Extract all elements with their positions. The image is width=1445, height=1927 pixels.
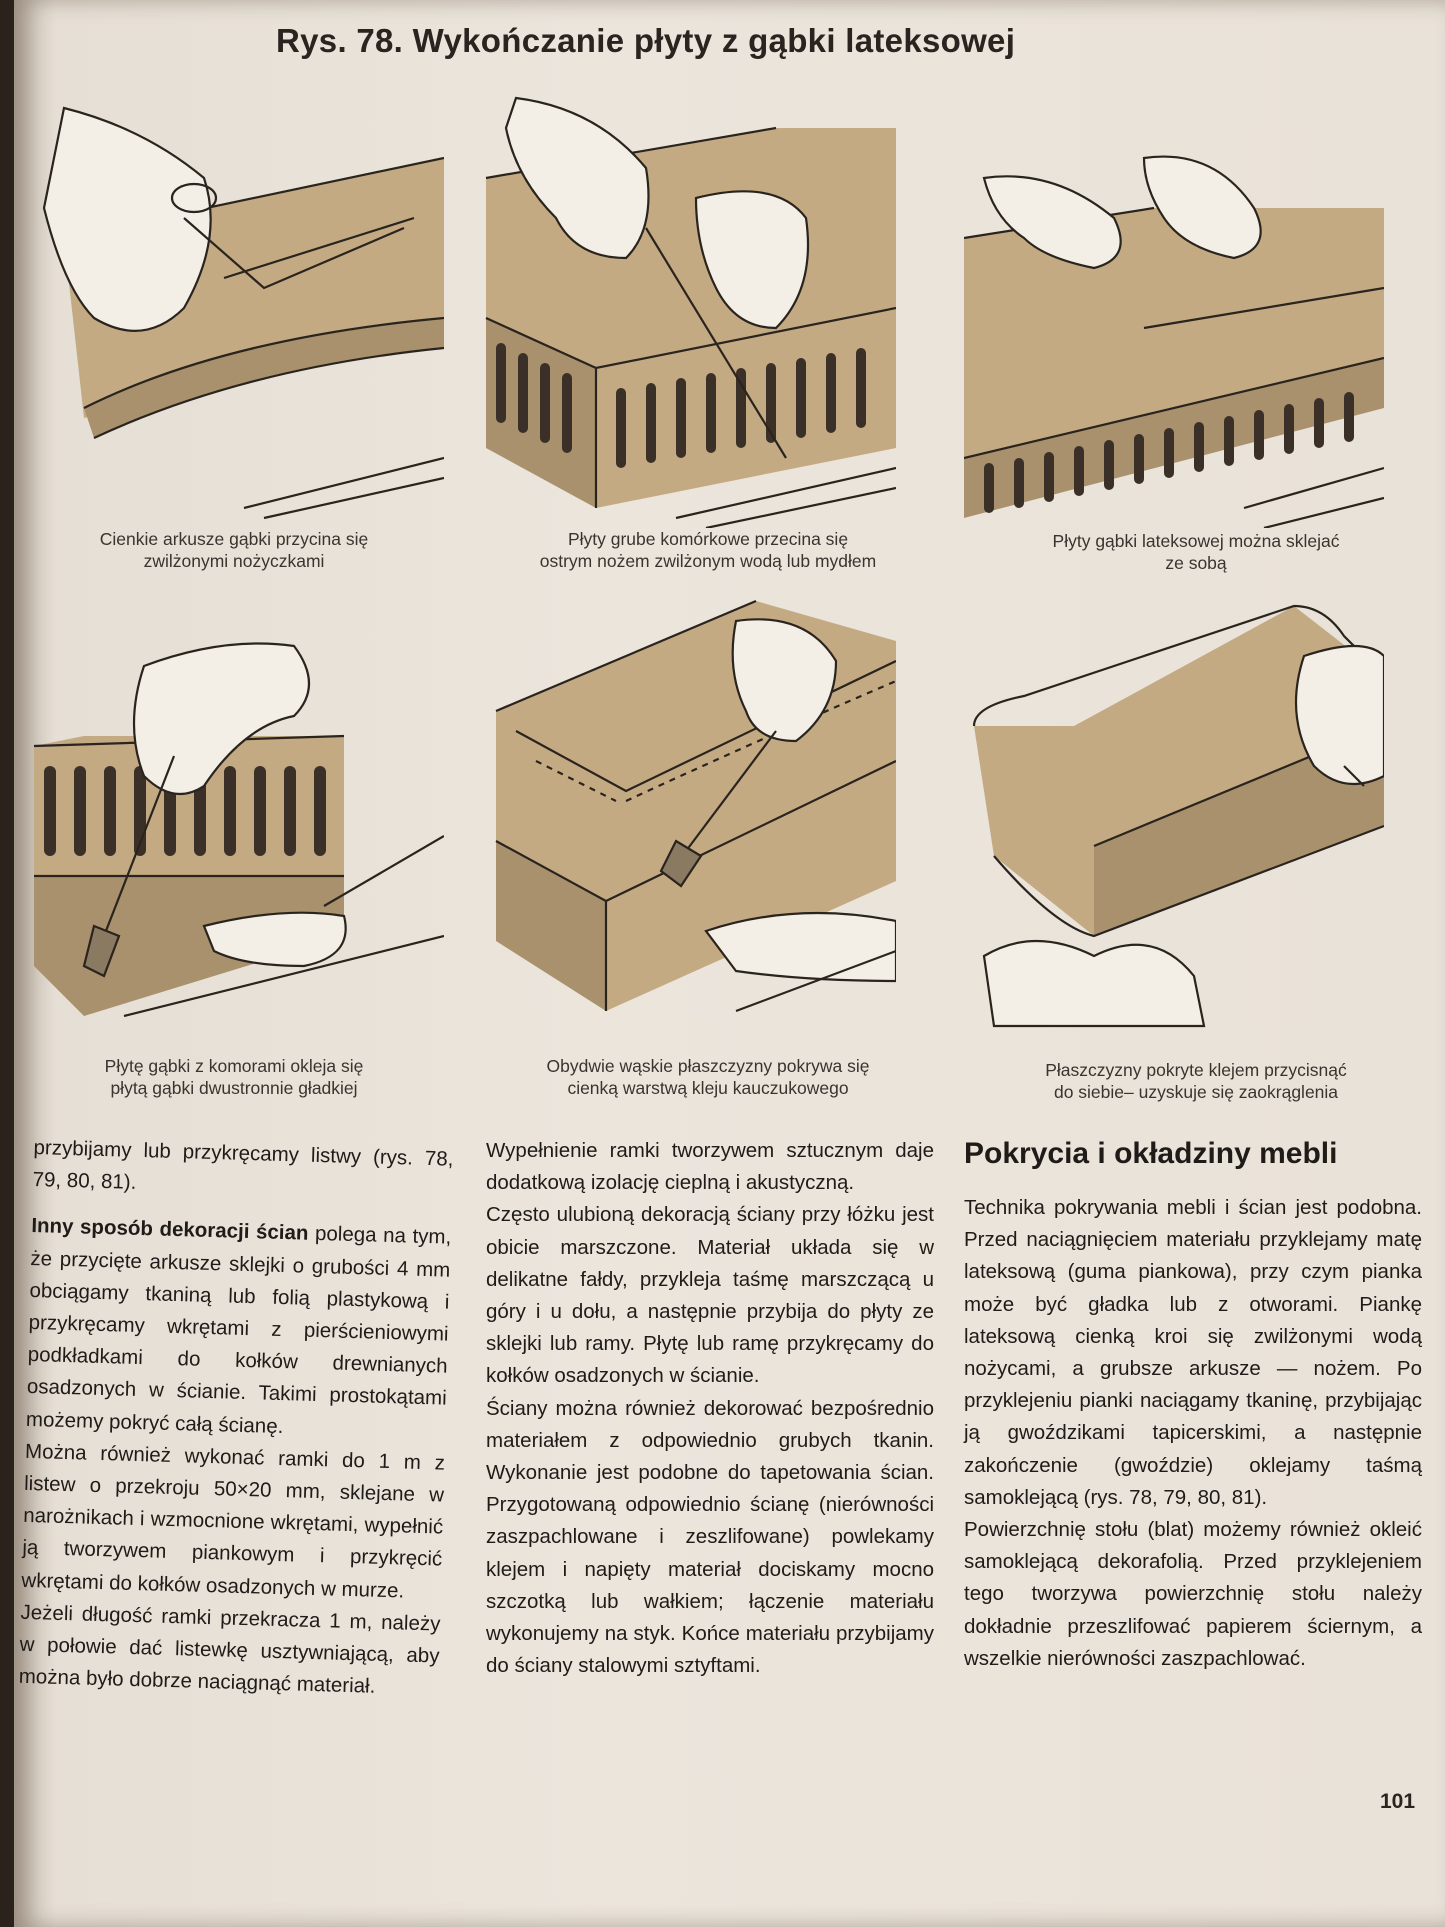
caption-panel-1: Cienkie arkusze gąbki przycina się zwilżonymi nożyczkami: [99, 529, 369, 571]
book-page: [14, 0, 1445, 1927]
figure-title: Rys. 78. Wykończanie płyty z gąbki lateksowej: [276, 22, 1016, 59]
caption-panel-5: Obydwie wąskie płaszczyzny pokrywa się cienką warstwą kleju kauczukowego: [546, 1056, 870, 1098]
caption-panel-2: Płyty grube komórkowe przecina się ostrym nożem zwilżonym wodą lub mydłem: [539, 529, 877, 571]
caption-panel-3: Płyty gąbki lateksowej można sklejać ze sobą: [1052, 531, 1340, 573]
paragraph: Ściany można również dekorować bezpośrednio materiałem z odpowiednio grubych tkanin. Wykonanie jest podobne do tapetowania ścian. Przygotowaną odpowiednio ścianę (nierówności zaszpachlowane i zeszlifowane) powlekamy klejem i napięty materiał dociskamy mocno szczotką lub wałkiem; łączenie materiału wykonujemy na styk. Końce materiału przybijamy do ściany stalowymi sztyftami.: [486, 1396, 934, 1678]
caption-panel-4: Płytę gąbki z komorami okleja się płytą gąbki dwustronnie gładkiej: [104, 1056, 364, 1098]
illustration-scissors: [24, 88, 444, 528]
paragraph: Inny sposób dekoracji ścian polega na tym, że przycięte arkusze sklejki o grubości 4 mm obciągamy tkaniną lub folią plastykową i przykręcamy wkrętami z pierścieniowymi podkładkami do kołków drewnianych osadzonych w ścianie. Takimi prostokątami możemy pokryć całą ścianę.: [25, 1214, 452, 1438]
text-column-right: [964, 1136, 1422, 1675]
bold-lead: Inny sposób dekoracji ścian: [31, 1214, 309, 1246]
paragraph: Technika pokrywania mebli i ścian jest podobna. Przed naciągnięciem materiału przyklejamy matę lateksową (guma piankowa), przy czym pianka może być gładka lub z otworami. Piankę lateksową cienką kroi się zwilżonymi wodą nożycami, a grubsze arkusze — nożem. Po przyklejeniu pianki naciągamy tkaninę, przybijając ją gwoździkami tapicerskimi, a następnie zakończenie (gwoździe) oklejamy taśmą samoklejącą (rys. 78, 79, 80, 81).: [964, 1196, 1422, 1509]
illustration-pressing-edges: [964, 596, 1384, 1036]
text-column-left: [18, 1132, 454, 1705]
paragraph: Powierzchnię stołu (blat) możemy również okleić samoklejącą dekorafolią. Przed przyklejeniem tego tworzywa powierzchnię stołu należy dokładnie przeszlifować papierem ściernym, a wszelkie nierówności zaszpachlować.: [964, 1518, 1422, 1670]
paragraph: Często ulubioną dekoracją ściany przy łóżku jest obicie marszczone. Materiał układa się w delikatne fałdy, przykleja taśmę marszczącą u góry i u dołu, a następnie przybija do płyty ze sklejki lub ramy. Płytę lub ramę przykręcamy do kołków osadzonych w ścianie.: [486, 1203, 934, 1388]
page-number: 101: [1380, 1790, 1416, 1813]
section-heading: Pokrycia i okładziny mebli: [964, 1137, 1338, 1170]
caption-panel-6: Płaszczyzny pokryte klejem przycisnąć do siebie– uzyskuje się zaokrąglenia: [1045, 1060, 1347, 1102]
paragraph: Wypełnienie ramki tworzywem sztucznym daje dodatkową izolację cieplną i akustyczną.: [486, 1139, 934, 1195]
illustration-gluing-sheets: [964, 88, 1384, 528]
text-column-middle: [486, 1135, 934, 1682]
paragraph: przybijamy lub przykręcamy listwy (rys. 78, 79, 80, 81).: [32, 1135, 454, 1195]
illustration-glue-brush: [24, 596, 444, 1036]
illustration-knife: [476, 88, 896, 528]
paragraph: Można również wykonać ramki do 1 m z listew o przekroju 50×20 mm, sklejane w narożnikach i wzmocnione wkrętami, wypełnić ją tworzywem piankowym i przykręcić wkrętami do kołków osadzonych w murze.: [21, 1439, 446, 1603]
illustration-glue-edges: [476, 596, 896, 1036]
paragraph: Jeżeli długość ramki przekracza 1 m, należy w połowie dać listewkę usztywniającą, aby można było dobrze naciągnąć materiał.: [18, 1600, 441, 1698]
